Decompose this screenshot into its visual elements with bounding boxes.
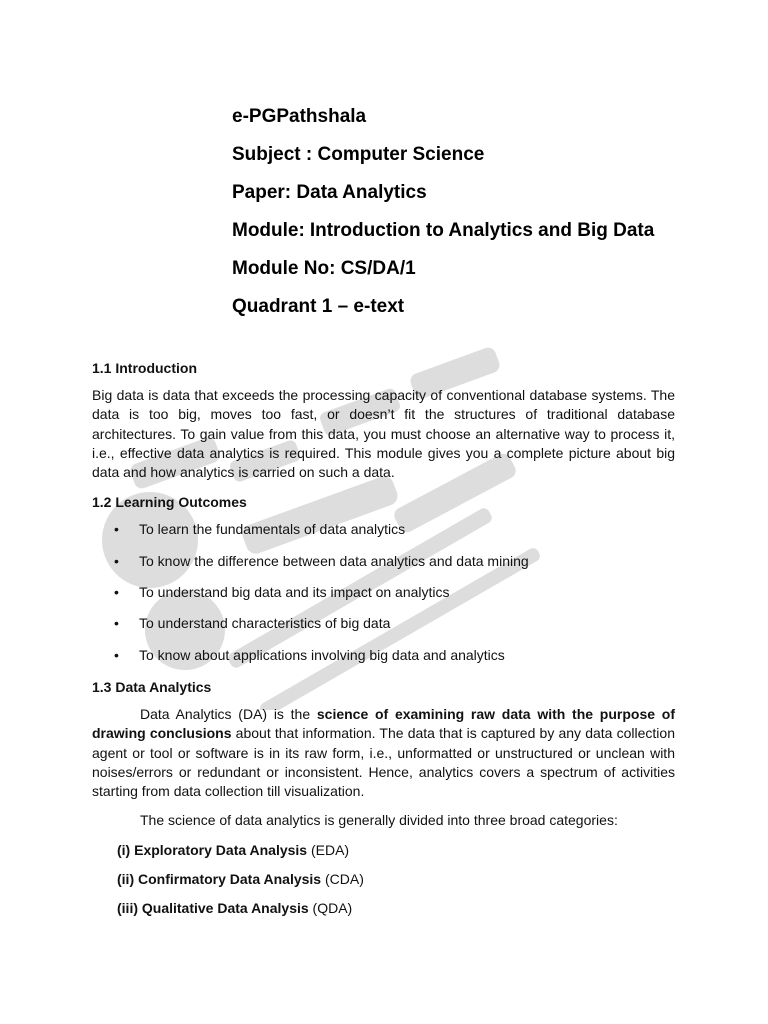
section-heading-introduction: 1.1 Introduction: [92, 360, 197, 376]
quadrant-line: Quadrant 1 – e-text: [232, 296, 405, 317]
module-title: Introduction to Analytics and Big Data: [309, 220, 655, 241]
document-header: [232, 105, 692, 333]
document-body: [92, 358, 675, 928]
category-name: (i) Exploratory Data Analysis: [117, 841, 308, 858]
paragraph-text: about that information. The data that is captured by any data collection agent or tool or software is in its raw form, i.e., unformatted or unstructured or unclean with noises/errors or redundant or inconsistent. Hence, analytics covers a spectrum of activities starting from data collection till visualization.: [92, 725, 675, 800]
introduction-paragraph: Big data is data that exceeds the processing capacity of conventional database systems. The data is too big, moves too fast, or doesn’t fit the structures of traditional database architectures. To gain value from this data, you must choose an alternative way to process it, i.e., effective data analytics is required. This module gives you a complete picture about big data and how analytics is carried on such a data.: [92, 387, 675, 481]
list-item: [92, 520, 675, 539]
bullet-icon: •: [114, 552, 119, 569]
bullet-icon: •: [114, 521, 119, 538]
category-abbreviation: (CDA): [321, 870, 364, 887]
category-abbreviation: (EDA): [307, 841, 350, 858]
list-item-text: To understand characteristics of big data: [139, 615, 391, 632]
module-number-line: Module No: CS/DA/1: [232, 258, 416, 279]
category-name: (iii) Qualitative Data Analysis: [117, 899, 309, 916]
list-item: [92, 646, 675, 665]
list-item: [92, 614, 675, 633]
analysis-categories-list: [92, 841, 675, 918]
site-title: e-PGPathshala: [232, 106, 367, 127]
module-line: [232, 219, 692, 243]
module-label: Module:: [232, 220, 305, 241]
list-item: [92, 583, 675, 602]
category-name: (ii) Confirmatory Data Analysis: [117, 870, 322, 887]
list-item-text: To know the difference between data analytics and data mining: [139, 552, 529, 569]
subject-line: Subject : Computer Science: [232, 144, 485, 165]
list-item: [117, 841, 675, 860]
paragraph-emphasis: science of examining raw data with the purpose of drawing conclusions: [92, 705, 675, 742]
paper-line: Paper: Data Analytics: [232, 182, 427, 203]
list-item-text: To understand big data and its impact on analytics: [139, 584, 450, 601]
bullet-icon: •: [114, 615, 119, 632]
paragraph-text: Data Analytics (DA) is the: [140, 705, 317, 722]
categories-intro-paragraph: The science of data analytics is generally divided into three broad categories:: [140, 812, 618, 829]
bullet-icon: •: [114, 584, 119, 601]
list-item-text: To learn the fundamentals of data analytics: [139, 521, 406, 538]
learning-outcomes-list: [92, 520, 675, 664]
data-analytics-paragraph: [92, 705, 675, 801]
list-item-text: To know about applications involving big data and analytics: [139, 646, 505, 663]
list-item: [117, 870, 675, 889]
bullet-icon: •: [114, 646, 119, 663]
section-heading-learning-outcomes: 1.2 Learning Outcomes: [92, 494, 247, 511]
section-heading-data-analytics: 1.3 Data Analytics: [92, 678, 212, 695]
list-item: [117, 899, 675, 918]
category-abbreviation: (QDA): [308, 899, 353, 916]
list-item: [92, 552, 675, 571]
